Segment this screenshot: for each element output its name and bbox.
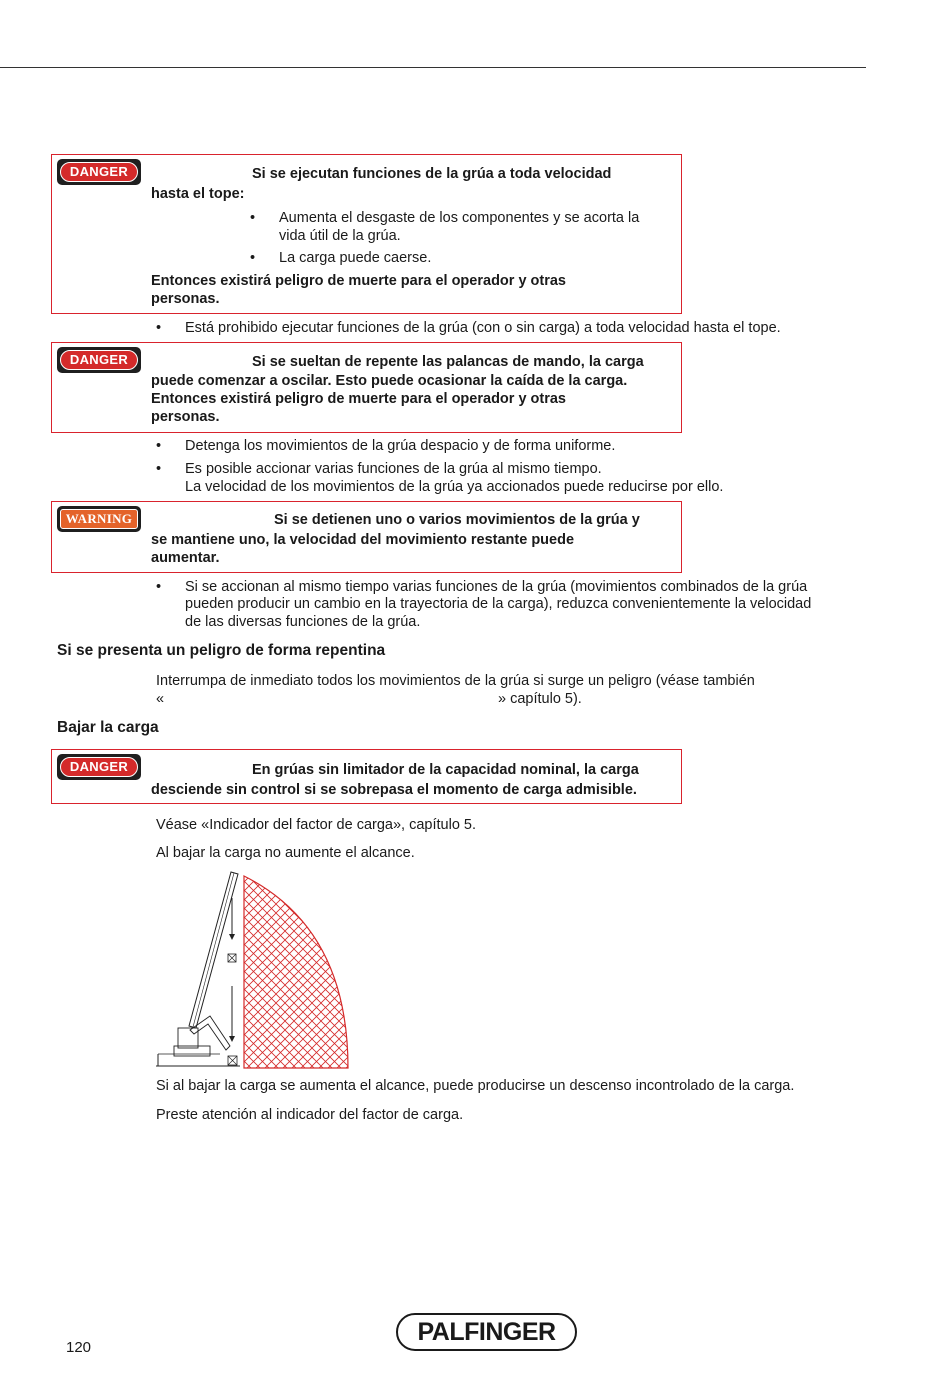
danger3-line2: desciende sin control si se sobrepasa el momento de carga admisible. (151, 782, 637, 798)
danger1-bullet1-l2: vida útil de la grúa. (279, 228, 401, 244)
rule-combined-l1: • Si se accionan al mismo tiempo varias funciones de la grúa (movimientos combinados de la grúa (185, 579, 807, 595)
rule-combined-l3: de las diversas funciones de la grúa. (185, 614, 421, 630)
sudden-danger-text-l2b: » capítulo 5). (498, 691, 582, 707)
rule-full-speed: • Está prohibido ejecutar funciones de la grúa (con o sin carga) a toda velocidad hasta el tope. (185, 320, 781, 336)
warning1-line3: aumentar. (151, 550, 220, 566)
page-number: 120 (66, 1339, 92, 1356)
crane-arm (190, 1016, 230, 1050)
danger1-conclusion-l2: personas. (151, 291, 220, 307)
section-heading-sudden-danger: Si se presenta un peligro de forma repentina (57, 642, 386, 659)
crane-column (178, 1028, 198, 1048)
danger1-bullet1-l1: • Aumenta el desgaste de los componentes y se acorta la (279, 210, 639, 226)
danger-zone-hatched (244, 876, 348, 1068)
lower-load-ref: Véase «Indicador del factor de carga», capítulo 5. (156, 817, 477, 833)
warning1-line1: Si se detienen uno o varios movimientos de la grúa y (274, 512, 640, 528)
rule-multiple-functions-l2: La velocidad de los movimientos de la grúa ya accionados puede reducirse por ello. (185, 479, 724, 495)
palfinger-logo: PALFINGER (396, 1313, 577, 1351)
lower-load-attention: Preste atención al indicador del factor de carga. (156, 1107, 464, 1123)
danger2-line4: personas. (151, 409, 220, 425)
sudden-danger-text-l1: Interrumpa de inmediato todos los movimientos de la grúa si surge un peligro (véase también (156, 673, 755, 689)
danger-badge: DANGER (57, 159, 141, 185)
danger3-line1: En grúas sin limitador de la capacidad nominal, la carga (252, 762, 639, 778)
rule-stop-slowly: • Detenga los movimientos de la grúa despacio y de forma uniforme. (185, 438, 615, 454)
lower-load-reach: Al bajar la carga no aumente el alcance. (156, 845, 415, 861)
danger-badge: DANGER (57, 754, 141, 780)
danger1-bullet2: • La carga puede caerse. (279, 250, 431, 266)
danger2-line2: puede comenzar a oscilar. Esto puede ocasionar la caída de la carga. (151, 373, 628, 389)
danger1-conclusion-l1: Entonces existirá peligro de muerte para el operador y otras (151, 273, 566, 289)
danger1-line2: hasta el tope: (151, 186, 245, 202)
danger2-line3: Entonces existirá peligro de muerte para el operador y otras (151, 391, 566, 407)
warning1-line2: se mantiene uno, la velocidad del movimiento restante puede (151, 532, 575, 548)
danger2-line1: Si se sueltan de repente las palancas de mando, la carga (252, 354, 644, 370)
rule-multiple-functions-l1: • Es posible accionar varias funciones de la grúa al mismo tiempo. (185, 461, 602, 477)
lower-load-warning: Si al bajar la carga se aumenta el alcance, puede producirse un descenso incontrolado de la carga. (156, 1078, 795, 1094)
danger-badge: DANGER (57, 347, 141, 373)
section-heading-lower-load: Bajar la carga (57, 719, 159, 736)
danger1-line1: Si se ejecutan funciones de la grúa a toda velocidad (252, 166, 612, 182)
warning-badge: WARNING (57, 506, 141, 532)
sudden-danger-text-l2a: « (156, 691, 165, 707)
crane-reach-illustration (150, 868, 360, 1070)
header-rule (0, 67, 866, 68)
rule-combined-l2: pueden producir un cambio en la trayectoria de la carga), reduzca convenientemente la velocidad (185, 596, 812, 612)
